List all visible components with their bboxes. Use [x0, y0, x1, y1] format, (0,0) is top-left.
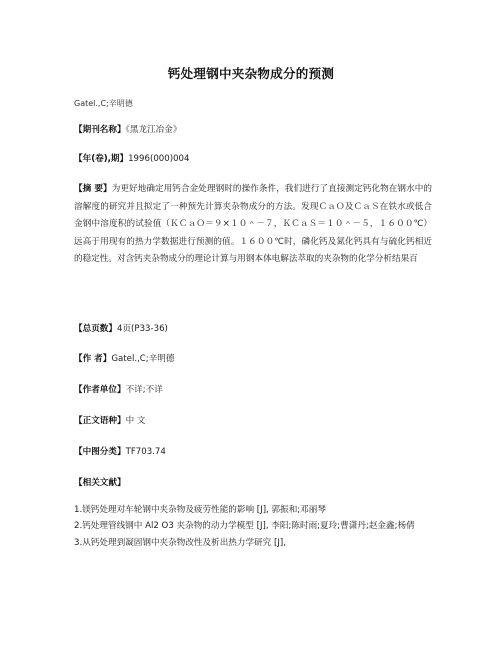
journal-label: 【期刊名称】 — [74, 125, 126, 135]
reference-list — [74, 502, 432, 551]
affiliation-field — [74, 382, 432, 400]
pages-field — [74, 321, 432, 339]
year-value: 1996(000)004 — [128, 154, 190, 164]
affiliation-label: 【作者单位】 — [74, 385, 126, 395]
language-label: 【正文语种】 — [74, 416, 126, 426]
authors-line: Gatel.,C;辛明德 — [74, 99, 133, 108]
reference-item[interactable]: 2.钙处理管线钢中 Al2 O3 夹杂物的动力学模型 [J], 李阳;陈时雨;夏玲;曹潇丹;赵金鑫;杨倩 — [74, 521, 415, 532]
pages-value: 4页(P33-36) — [116, 324, 168, 334]
language-field — [74, 413, 432, 431]
abstract-label: 【摘 要】 — [74, 184, 112, 194]
author-field — [74, 351, 432, 369]
classification-field — [74, 444, 432, 462]
related-literature-heading: 【相关文献】 — [74, 478, 126, 488]
author-value: Gatel.,C;辛明德 — [111, 354, 175, 364]
affiliation-value: 不详;不详 — [125, 385, 163, 395]
pages-label: 【总页数】 — [74, 324, 117, 334]
classification-value: TF703.74 — [125, 447, 166, 457]
journal-field — [74, 122, 432, 140]
year-label: 【年(卷),期】 — [74, 154, 129, 164]
author-label: 【作 者】 — [74, 354, 112, 364]
abstract-text: 为更好地确定用钙合金处理钢时的操作条件，我们进行了直接测定钙化物在钢水中的溶解度的研究并且拟定了一种预先计算夹杂物成分的方法。发现ＣａＯ及ＣａＳ在铁水或低合金钢中溶度积的试验值（ＫＣａＯ＝９×１０＾－７，ＫＣａＳ＝１０＾－５，１６００℃）远高于用现有的热力学数据进行预测的值。１６００℃时，磷化钙及氮化钙具有与硫化钙相近的稳定性。对含钙夹杂物成分的理论计算与用钢本体电解法萃取的夹杂物的化学分析结果百 — [74, 184, 432, 265]
journal-value: 《黑龙江冶金》 — [125, 125, 182, 135]
reference-item[interactable]: 1.镁钙处理对车轮钢中夹杂物及疲劳性能的影响 [J], 郭振和;邓丽琴 — [74, 505, 326, 515]
abstract-block — [74, 181, 432, 269]
classification-label: 【中图分类】 — [74, 447, 126, 457]
language-value: 中 文 — [125, 416, 146, 426]
year-field — [74, 151, 432, 169]
reference-item[interactable]: 3.从钙处理到凝固钢中夹杂物改性及析出热力学研究 [J], — [74, 537, 286, 548]
document-title: 钙处理钢中夹杂物成分的预测 — [167, 66, 335, 81]
